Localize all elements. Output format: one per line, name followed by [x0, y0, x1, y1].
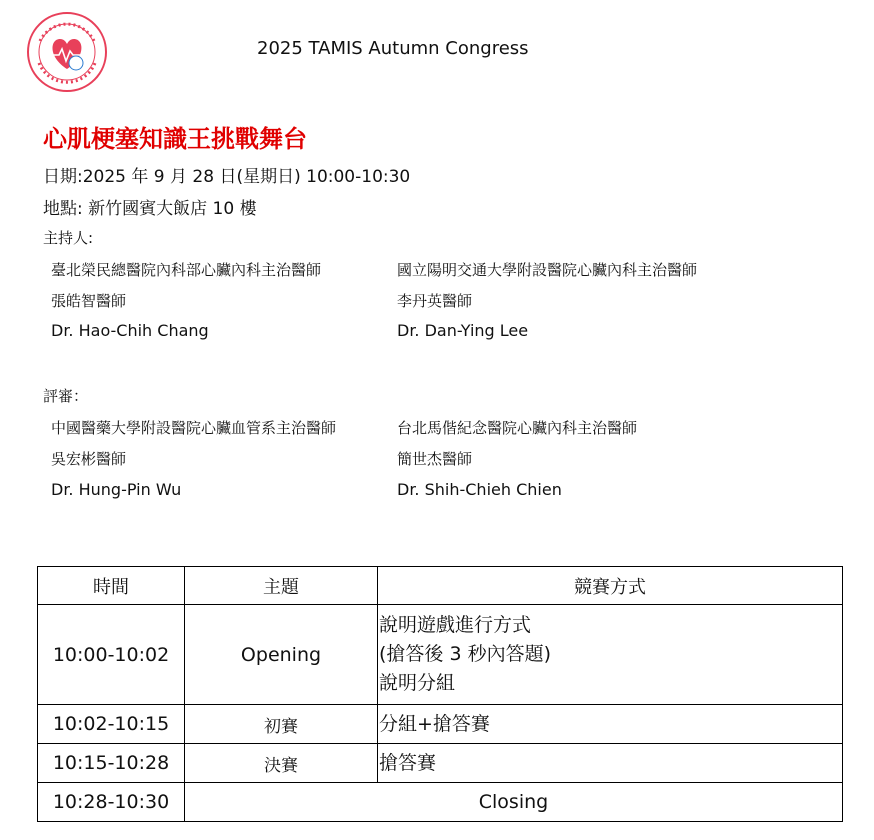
- judges-label: 評審：: [43, 387, 89, 405]
- event-date: 日期:2025 年 9 月 28 日(星期日) 10:00-10:30: [43, 167, 411, 187]
- cell-format: [378, 744, 843, 783]
- schedule-table: [37, 566, 843, 822]
- host-name-en: Dr. Hao-Chih Chang: [51, 321, 209, 340]
- table-row: [38, 744, 843, 783]
- cell-time: 10:28-10:30: [38, 783, 185, 822]
- cell-closing: Closing: [185, 783, 843, 822]
- cell-time: 10:15-10:28: [38, 744, 185, 783]
- column-header-format: 競賽方式: [378, 567, 843, 605]
- format-line: (搶答後 3 秒內答題): [379, 643, 551, 665]
- event-venue: 地點: 新竹國賓大飯店 10 樓: [43, 199, 257, 219]
- column-header-topic: 主題: [185, 567, 378, 605]
- format-line: 分組+搶答賽: [379, 712, 490, 735]
- cell-format: [378, 705, 843, 744]
- judge-affiliation: 中國醫藥大學附設醫院心臟血管系主治醫師: [51, 419, 337, 437]
- cell-time: 10:02-10:15: [38, 705, 185, 744]
- cell-topic: 決賽: [185, 744, 378, 783]
- judge-name-en: Dr. Shih-Chieh Chien: [397, 480, 562, 499]
- format-line: 說明分組: [379, 672, 456, 694]
- cell-topic: Opening: [185, 605, 378, 705]
- format-line: 說明遊戲進行方式: [379, 614, 532, 636]
- table-row: [38, 705, 843, 744]
- event-title: 心肌梗塞知識王挑戰舞台: [43, 125, 307, 153]
- judge-name-zh: 吳宏彬醫師: [51, 450, 127, 468]
- host-name-zh: 李丹英醫師: [397, 292, 473, 310]
- judge-name-zh: 簡世杰醫師: [397, 450, 473, 468]
- table-header-row: [38, 567, 843, 605]
- host-affiliation: 國立陽明交通大學附設醫院心臟內科主治醫師: [397, 261, 698, 279]
- society-logo: [26, 11, 108, 93]
- column-header-time: 時間: [38, 567, 185, 605]
- judge-name-en: Dr. Hung-Pin Wu: [51, 480, 182, 499]
- judge-affiliation: 台北馬偕紀念醫院心臟內科主治醫師: [397, 419, 638, 437]
- host-affiliation: 臺北榮民總醫院內科部心臟內科主治醫師: [51, 261, 322, 279]
- table-row: [38, 783, 843, 822]
- host-name-en: Dr. Dan-Ying Lee: [397, 321, 529, 340]
- cell-topic: 初賽: [185, 705, 378, 744]
- format-line: 搶答賽: [379, 751, 437, 774]
- table-row: [38, 605, 843, 705]
- hosts-label: 主持人:: [43, 229, 94, 247]
- congress-title: 2025 TAMIS Autumn Congress: [257, 38, 529, 59]
- cell-time: 10:00-10:02: [38, 605, 185, 705]
- host-name-zh: 張皓智醫師: [51, 292, 127, 310]
- cell-format: [378, 605, 843, 705]
